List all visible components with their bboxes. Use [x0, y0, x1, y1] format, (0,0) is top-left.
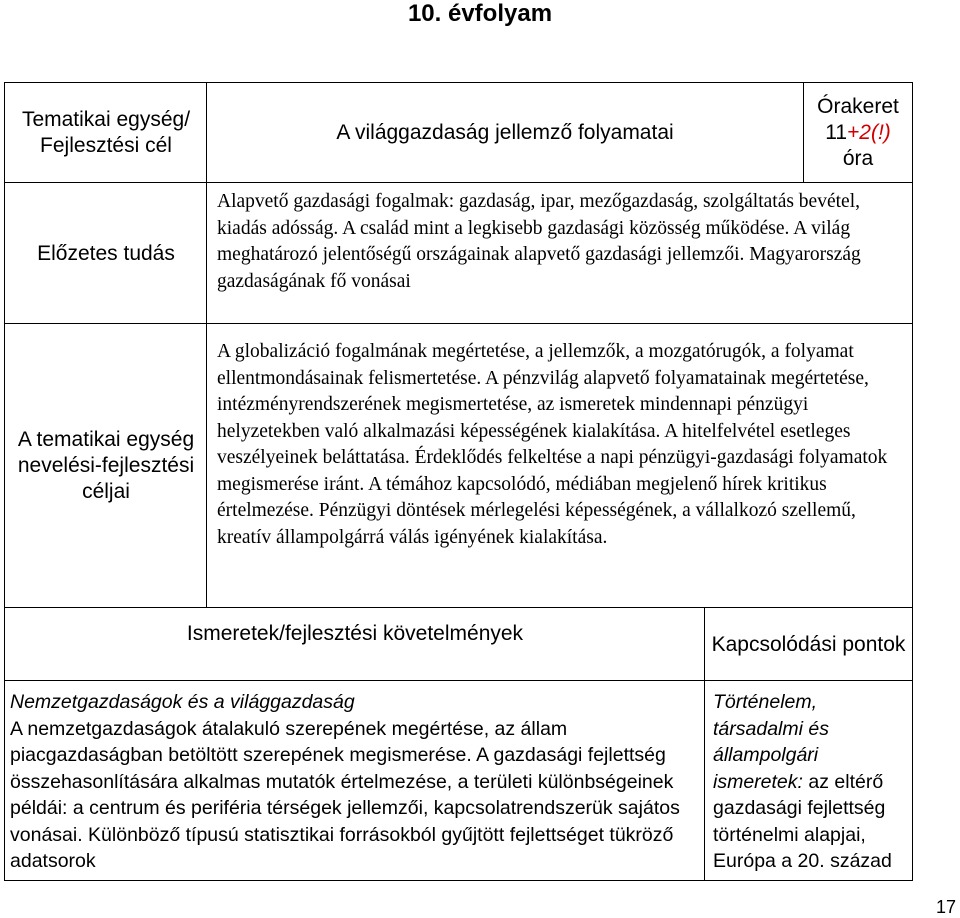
links-body [713, 689, 909, 875]
prior-knowledge-label: Előzetes tudás [37, 241, 175, 265]
links-header: Kapcsolódási pontok [711, 632, 906, 656]
hours-label: Órakeret [817, 95, 899, 118]
requirements-body [10, 689, 698, 875]
hours-unit: óra [842, 147, 874, 170]
unit-title: A világgazdaság jellemző folyamatai [336, 121, 674, 144]
table-hours-divider [803, 82, 804, 183]
goals-text: A globalizáció fogalmának megértetése, a jellemzők, a mozgatórugók, a folyamat ellentmondásainak felismertetése. A pénzvilág alapvető folyamatainak megértetése, intézményrendszerének megismertetése, az ismeretek mindennapi pénzügyi helyzetekben való alkalmazási képességének kialakítása. A hitelfelvétel esetleges veszélyeinek beláttatása. Érdeklődés felkeltése a napi pénzügyi-gazdasági folyamatok megismerése iránt. A témához kapcsolódó, médiában megjelenő hírek kritikus értelmezése. Pénzügyi döntések mérlegelési képességének, a vállalkozó szellemű, kreatív állampolgárrá válás igényének kialakítása. [217, 341, 888, 548]
links-subject: Történelem, társadalmi és állampolgári ismeretek: [713, 691, 829, 793]
requirements-col-divider [704, 607, 705, 881]
unit-label: Tematikai egység/ Fejlesztési cél [21, 108, 191, 157]
hours-cell [805, 84, 911, 182]
page-number: 17 [935, 897, 956, 917]
requirements-text: A nemzetgazdaságok átalakuló szerepének megértése, az állam piacgazdaságban betöltött szerepének megismerése. A gazdasági fejlettség összehasonlítására alkalmas mutatók értelmezése, a területi különbségeinek példái: a centrum és periféria térségek jellemzői, kapcsolatrendszerük sajátos vonásai. Különböző típusú statisztikai forrásokból gyűjtött fejlettséget tükröző adatsorok [10, 717, 680, 872]
table-row-divider-1 [4, 182, 913, 183]
table-row-divider-2 [4, 323, 913, 324]
goals-label: A tematikai egység nevelési-fejlesztési céljai [17, 428, 195, 503]
page-heading: 10. évfolyam [407, 0, 553, 27]
hours-value: 11+2(!) [825, 121, 891, 144]
prior-knowledge-text: Alapvető gazdasági fogalmak: gazdaság, ipar, mezőgazdaság, szolgáltatás bevétel, kiadás adósság. A család mint a legkisebb gazdasági közösség működése. A világ meghatározó jelentőségű országainak alapvető gazdasági jellemzői. Magyarország gazdaságának fő vonásai [217, 191, 861, 292]
requirements-header: Ismeretek/fejlesztési követelmények [186, 622, 524, 645]
requirements-subheading: Nemzetgazdaságok és a világgazdaság [10, 691, 355, 713]
links-text: az eltérő gazdasági fejlettség történelmi alapjai, Európa a 20. század [713, 770, 892, 872]
requirements-header-divider [4, 680, 913, 681]
